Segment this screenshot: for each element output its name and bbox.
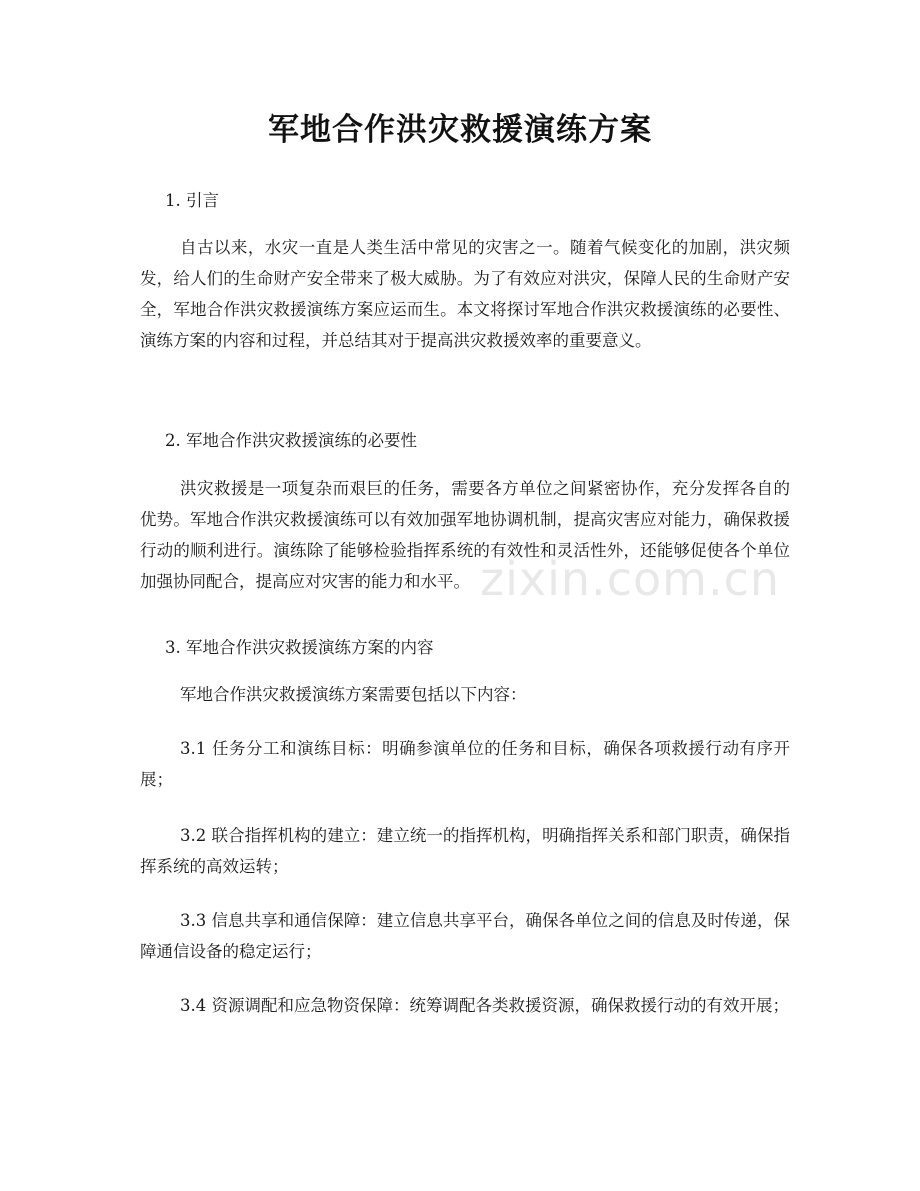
section-3-2-item: 3.2 联合指挥机构的建立：建立统一的指挥机构，明确指挥关系和部门职责，确保指挥系统的高效运转； xyxy=(140,826,790,876)
section-1-heading: 1. 引言 xyxy=(165,191,219,210)
document-title: 军地合作洪灾救援演练方案 xyxy=(268,112,652,148)
section-3-3-item: 3.3 信息共享和通信保障：建立信息共享平台，确保各单位之间的信息及时传递，保障通信设备的稳定运行； xyxy=(140,911,790,961)
section-3-heading: 3. 军地合作洪灾救援演练方案的内容 xyxy=(165,638,434,657)
section-3-1-item: 3.1 任务分工和演练目标：明确参演单位的任务和目标，确保各项救援行动有序开展； xyxy=(140,739,790,789)
section-3-4-item: 3.4 资源调配和应急物资保障：统筹调配各类救援资源，确保救援行动的有效开展； xyxy=(180,996,789,1015)
section-2-paragraph: 洪灾救援是一项复杂而艰巨的任务，需要各方单位之间紧密协作，充分发挥各自的优势。军地合作洪灾救援演练可以有效加强军地协调机制，提高灾害应对能力，确保救援行动的顺利进行。演练除了能够检验指挥系统的有效性和灵活性外，还能够促使各个单位加强协同配合，提高应对灾害的能力和水平。 xyxy=(140,479,790,591)
watermark-text: zixin.com.cn xyxy=(480,552,781,606)
section-1-paragraph: 自古以来，水灾一直是人类生活中常见的灾害之一。随着气候变化的加剧，洪灾频发，给人们的生命财产安全带来了极大威胁。为了有效应对洪灾，保障人民的生命财产安全，军地合作洪灾救援演练方案应运而生。本文将探讨军地合作洪灾救援演练的必要性、演练方案的内容和过程，并总结其对于提高洪灾救援效率的重要意义。 xyxy=(140,238,790,350)
section-2-heading: 2. 军地合作洪灾救援演练的必要性 xyxy=(165,431,417,450)
section-3-intro: 军地合作洪灾救援演练方案需要包括以下内容： xyxy=(180,685,527,704)
